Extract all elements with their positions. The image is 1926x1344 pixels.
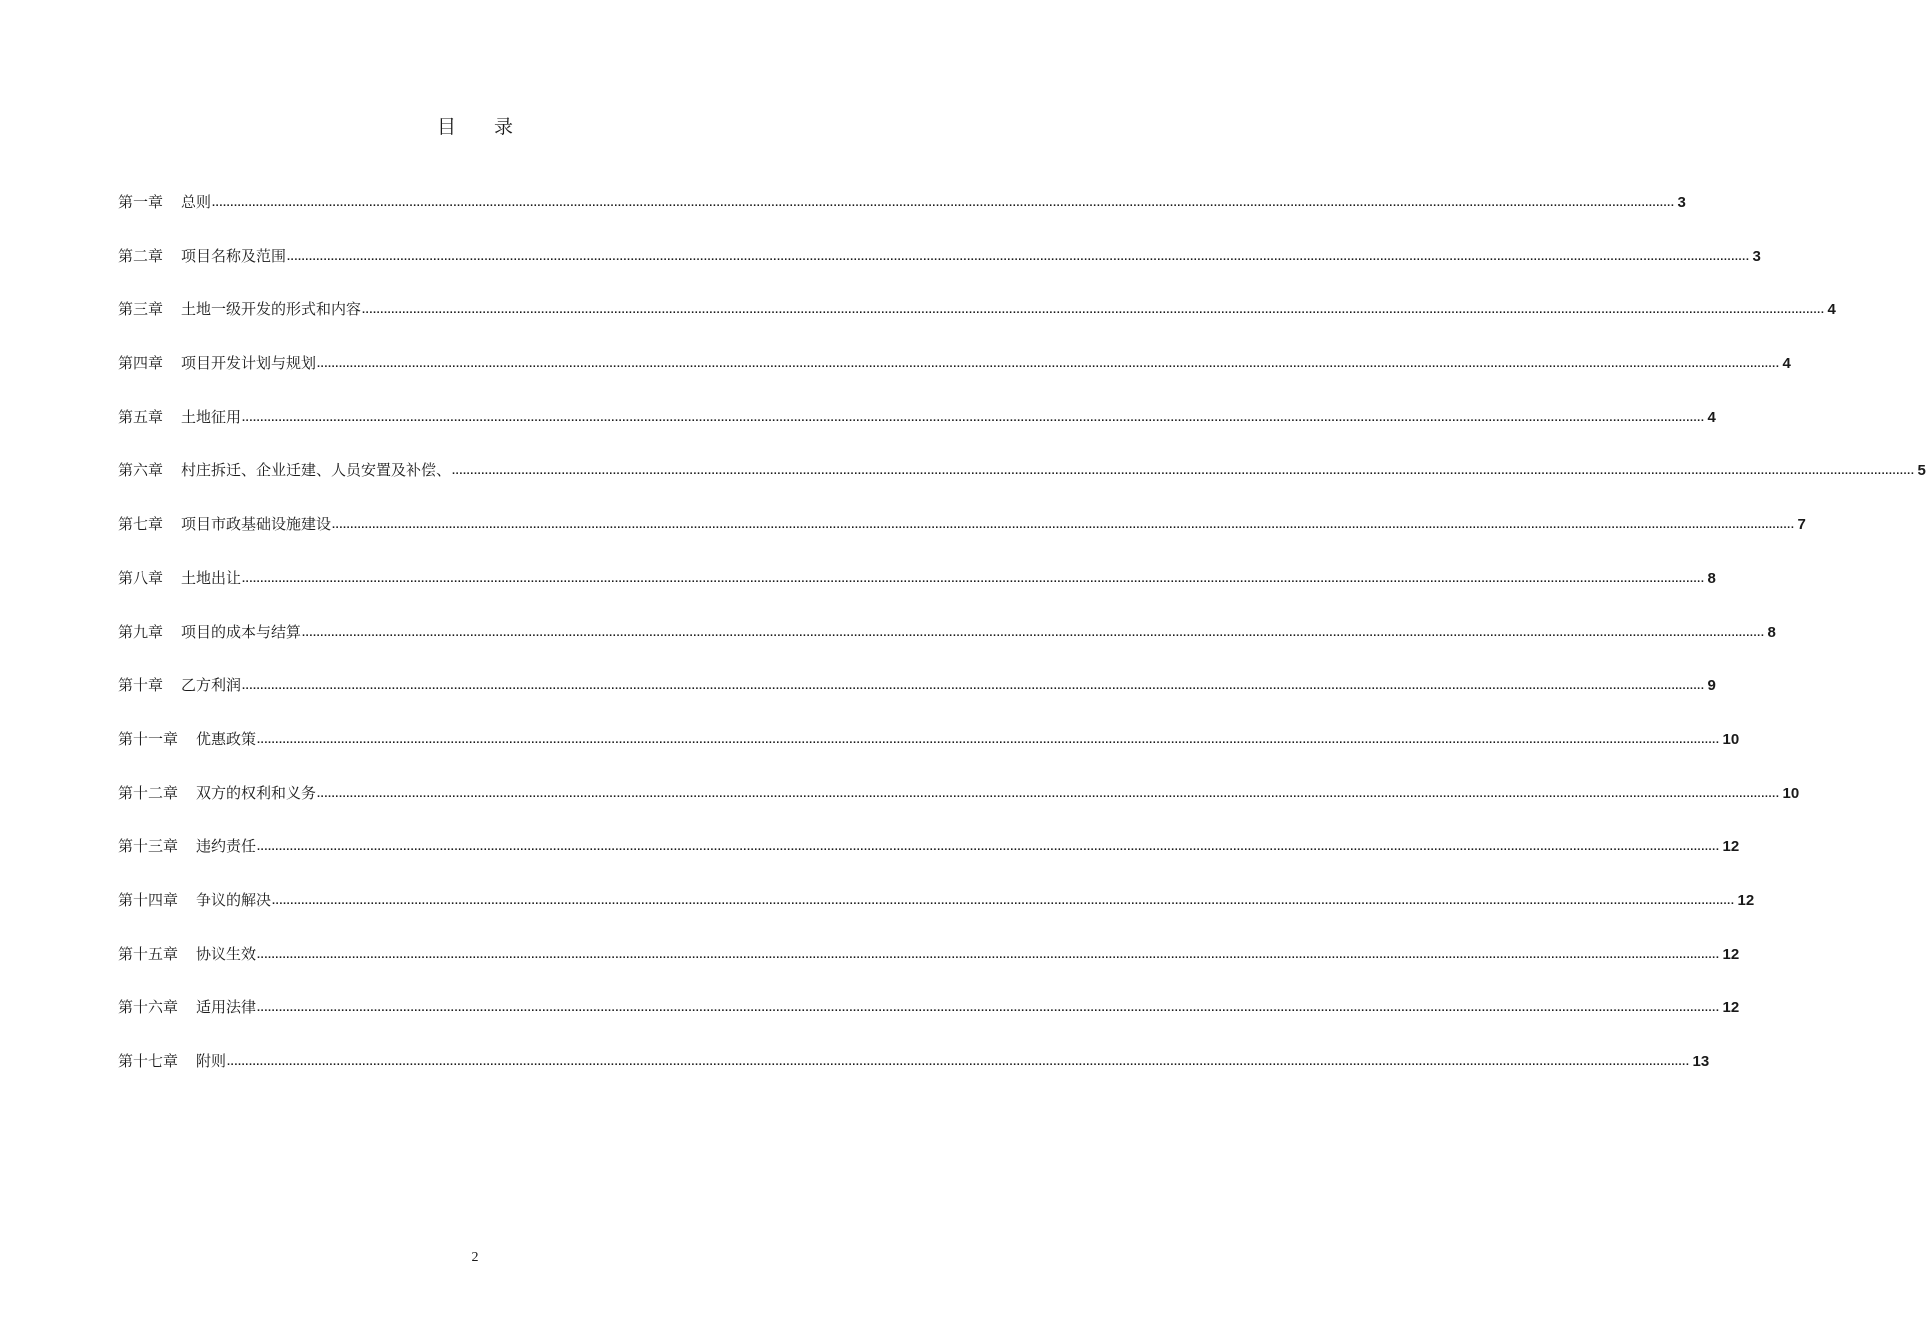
- toc-chapter-title: 乙方利润: [181, 676, 242, 695]
- toc-chapter-title: 双方的权利和义务: [196, 783, 317, 802]
- toc-title-left: 目: [436, 116, 456, 138]
- toc-chapter-number: 第二章: [118, 246, 164, 265]
- toc-dot-leader: ................................................................................................................................................................................................................................................................................................................................................................................................................: [242, 680, 1705, 693]
- toc-entry[interactable]: [118, 403, 1716, 457]
- toc-chapter-number: 第四章: [118, 354, 164, 373]
- toc-chapter-title: 附则: [196, 1052, 227, 1070]
- toc-chapter-number: 第十章: [118, 676, 164, 695]
- toc-entry[interactable]: [118, 886, 1755, 940]
- toc-chapter-title: 总则: [181, 193, 212, 211]
- toc-chapter-number: 第十三章: [118, 837, 179, 856]
- toc-entry[interactable]: [118, 456, 1926, 510]
- toc-dot-leader: ................................................................................................................................................................................................................................................................................................................................................................................................................: [317, 358, 1780, 371]
- toc-dot-leader: ................................................................................................................................................................................................................................................................................................................................................................................................................: [242, 411, 1705, 424]
- toc-chapter-number: 第十五章: [118, 944, 179, 963]
- toc-dot-leader: ................................................................................................................................................................................................................................................................................................................................................................................................................: [452, 465, 1915, 478]
- toc-chapter-title: 土地出让: [181, 568, 242, 587]
- toc-dot-leader: ................................................................................................................................................................................................................................................................................................................................................................................................................: [212, 197, 1675, 209]
- toc-page-number: 13: [1692, 1053, 1710, 1070]
- toc-dot-leader: ................................................................................................................................................................................................................................................................................................................................................................................................................: [302, 626, 1765, 639]
- table-of-contents: [118, 188, 1926, 1101]
- toc-page-number: 12: [1722, 945, 1740, 963]
- page-number: 2: [471, 1250, 479, 1265]
- toc-page-number: 9: [1707, 677, 1716, 695]
- toc-dot-leader: ................................................................................................................................................................................................................................................................................................................................................................................................................: [257, 841, 1720, 854]
- toc-dot-leader: ................................................................................................................................................................................................................................................................................................................................................................................................................: [257, 1002, 1720, 1015]
- toc-page-number: 10: [1782, 784, 1800, 802]
- toc-chapter-number: 第十七章: [118, 1052, 179, 1070]
- toc-dot-leader: ................................................................................................................................................................................................................................................................................................................................................................................................................: [362, 304, 1825, 317]
- toc-chapter-title: 土地一级开发的形式和内容: [181, 300, 362, 319]
- toc-chapter-number: 第一章: [118, 193, 164, 211]
- toc-page-number: 3: [1677, 194, 1686, 211]
- toc-dot-leader: ................................................................................................................................................................................................................................................................................................................................................................................................................: [317, 787, 1780, 800]
- toc-chapter-number: 第十一章: [118, 729, 179, 748]
- toc-page-number: 12: [1722, 999, 1740, 1017]
- toc-entry[interactable]: [118, 1047, 1710, 1101]
- toc-chapter-title: 村庄拆迁、企业迁建、人员安置及补偿、: [181, 461, 452, 480]
- toc-chapter-title: 土地征用: [181, 407, 242, 426]
- toc-chapter-title: 争议的解决: [196, 890, 272, 909]
- toc-dot-leader: ................................................................................................................................................................................................................................................................................................................................................................................................................: [287, 250, 1750, 263]
- toc-entry[interactable]: [118, 188, 1686, 242]
- toc-page-number: 8: [1767, 623, 1776, 641]
- toc-entry[interactable]: [118, 671, 1716, 725]
- toc-chapter-title: 适用法律: [196, 998, 257, 1017]
- toc-entry[interactable]: [118, 510, 1806, 564]
- toc-chapter-number: 第八章: [118, 568, 164, 587]
- toc-chapter-title: 违约责任: [196, 837, 257, 856]
- toc-entry[interactable]: [118, 242, 1761, 296]
- toc-entry[interactable]: [118, 832, 1740, 886]
- toc-page-number: 12: [1722, 838, 1740, 856]
- toc-dot-leader: ................................................................................................................................................................................................................................................................................................................................................................................................................: [272, 894, 1735, 907]
- toc-chapter-title: 协议生效: [196, 944, 257, 963]
- toc-page-number: 7: [1797, 516, 1806, 534]
- toc-entry[interactable]: [118, 725, 1740, 779]
- toc-title-right: 录: [494, 116, 514, 138]
- toc-chapter-number: 第十六章: [118, 998, 179, 1017]
- toc-chapter-title: 项目名称及范围: [181, 246, 287, 265]
- toc-entry[interactable]: [118, 618, 1776, 672]
- toc-entry[interactable]: [118, 295, 1836, 349]
- toc-page-number: 8: [1707, 569, 1716, 587]
- toc-entry[interactable]: [118, 940, 1740, 994]
- toc-page-number: 12: [1737, 891, 1755, 909]
- toc-page-number: 3: [1752, 247, 1761, 265]
- toc-chapter-number: 第三章: [118, 300, 164, 319]
- toc-page-number: 4: [1782, 355, 1791, 373]
- toc-entry[interactable]: [118, 993, 1740, 1047]
- toc-title: [0, 112, 950, 139]
- toc-chapter-number: 第十二章: [118, 783, 179, 802]
- toc-entry[interactable]: [118, 564, 1716, 618]
- toc-chapter-number: 第六章: [118, 461, 164, 480]
- toc-chapter-number: 第七章: [118, 515, 164, 534]
- toc-chapter-number: 第十四章: [118, 890, 179, 909]
- toc-chapter-title: 项目开发计划与规划: [181, 354, 317, 373]
- toc-chapter-title: 项目的成本与结算: [181, 622, 302, 641]
- toc-page-number: 5: [1917, 462, 1926, 480]
- toc-dot-leader: ................................................................................................................................................................................................................................................................................................................................................................................................................: [257, 948, 1720, 961]
- toc-chapter-title: 项目市政基础设施建设: [181, 515, 332, 534]
- toc-dot-leader: ................................................................................................................................................................................................................................................................................................................................................................................................................: [242, 572, 1705, 585]
- toc-chapter-number: 第九章: [118, 622, 164, 641]
- toc-page-number: 4: [1707, 408, 1716, 426]
- toc-dot-leader: ................................................................................................................................................................................................................................................................................................................................................................................................................: [257, 733, 1720, 746]
- toc-entry[interactable]: [118, 779, 1800, 833]
- toc-chapter-title: 优惠政策: [196, 729, 257, 748]
- toc-entry[interactable]: [118, 349, 1791, 403]
- toc-dot-leader: ................................................................................................................................................................................................................................................................................................................................................................................................................: [227, 1056, 1690, 1068]
- toc-chapter-number: 第五章: [118, 407, 164, 426]
- toc-page-number: 4: [1827, 301, 1836, 319]
- toc-page-number: 10: [1722, 730, 1740, 748]
- toc-dot-leader: ................................................................................................................................................................................................................................................................................................................................................................................................................: [332, 519, 1795, 532]
